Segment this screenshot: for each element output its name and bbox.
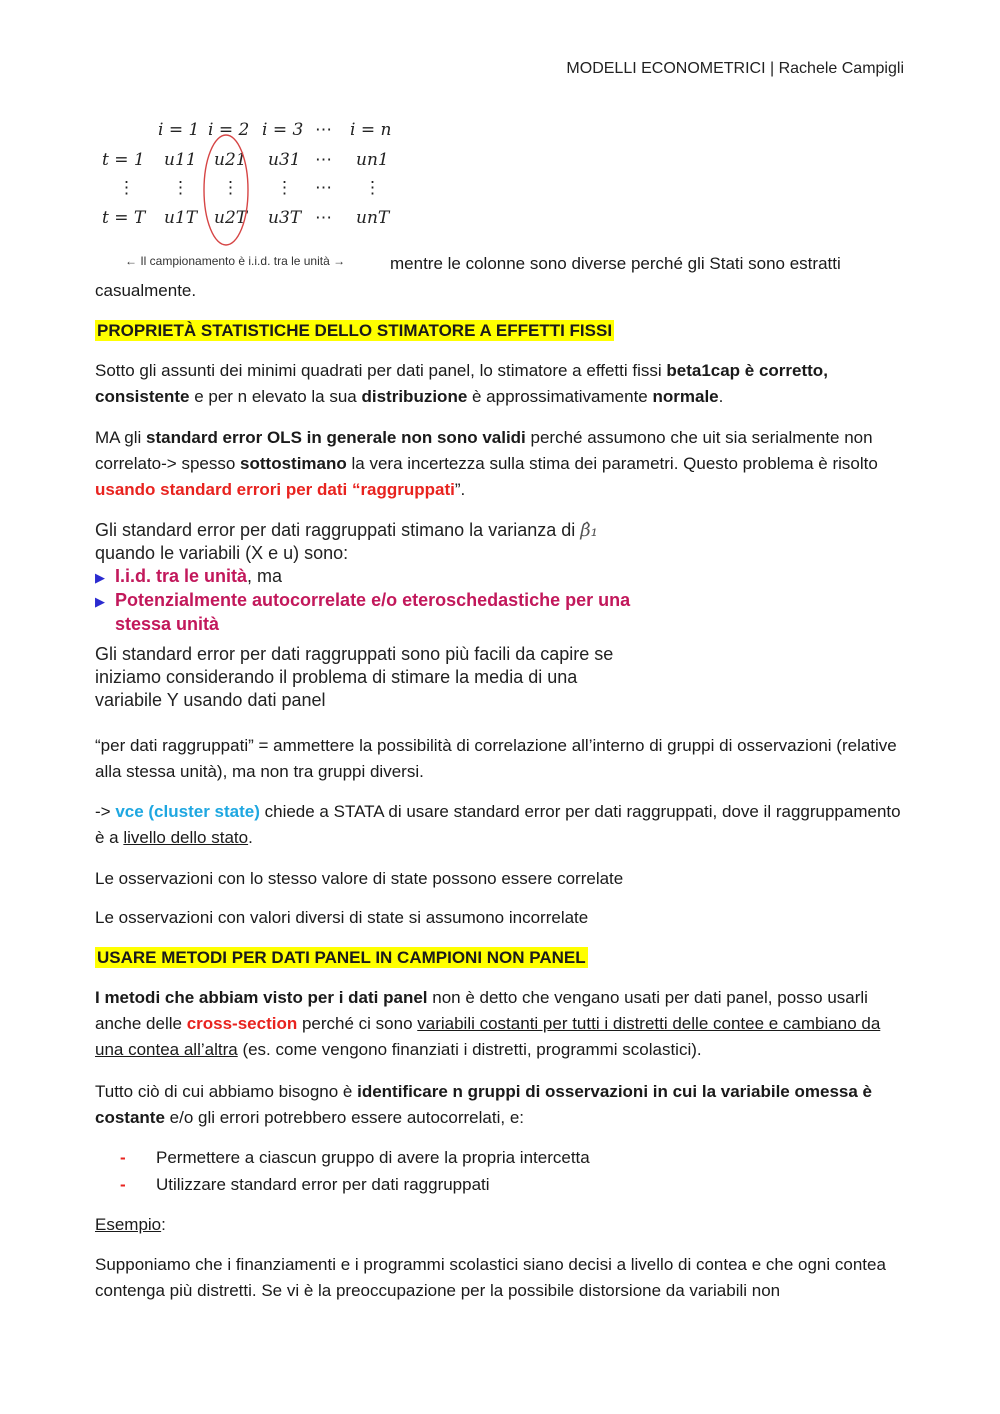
row-label: t = 1 (102, 150, 145, 170)
col-header: ⋯ (315, 120, 332, 140)
matrix-cell: ⋮ (364, 178, 381, 198)
slide-line: quando le variabili (X e u) sono: (95, 543, 349, 563)
triangle-bullet-icon: ▶ (95, 570, 105, 585)
paragraph-line: casualmente. (95, 281, 197, 300)
matrix-cell: u21 (214, 150, 247, 170)
list-item: - Permettere a ciascun gruppo di avere la propria intercetta (120, 1144, 900, 1171)
matrix-cell: ⋯ (315, 208, 332, 228)
paragraph: “per dati raggruppati” = ammettere la possibilità di correlazione all’interno di gruppi di osservazioni (relative alla stessa unità), ma non tra gruppi diversi. (95, 736, 897, 781)
paragraph: Supponiamo che i finanziamenti e i programmi scolastici siano decisi a livello di contea e che ogni contea contenga più distretti. Se vi è la preoccupazione per la possibile distorsione da variabili non (95, 1255, 886, 1300)
slide-bullet-cont: stessa unità (115, 614, 220, 634)
highlighted-heading: USARE METODI PER DATI PANEL IN CAMPIONI NON PANEL (97, 948, 586, 967)
paragraph-line: mentre le colonne sono diverse perché gli Stati sono estratti (390, 254, 841, 273)
panel-error-matrix-figure (100, 115, 400, 255)
matrix-cell: ⋮ (172, 178, 189, 198)
example-label: Esempio: (95, 1215, 166, 1234)
matrix-cell: unT (356, 208, 390, 228)
matrix-cell: u11 (164, 150, 197, 170)
matrix-cell: ⋮ (276, 178, 293, 198)
slide-bullet: ▶ Potenzialmente autocorrelate e/o eteroschedastiche per una (95, 589, 660, 613)
matrix-caption: ← Il campionamento è i.i.d. tra le unità → (125, 254, 346, 268)
section-heading (95, 945, 907, 971)
matrix-cell: u1T (164, 208, 198, 228)
slide-bullet: ▶ I.i.d. tra le unità, ma (95, 565, 660, 589)
row-label: t = T (102, 208, 146, 228)
slide-line: Gli standard error per dati raggruppati stimano la varianza di β̂₁ (95, 520, 598, 541)
beta-hat-symbol: β̂₁ (580, 520, 598, 541)
matrix-cell: ⋮ (222, 178, 239, 198)
embedded-slide (95, 519, 660, 712)
dash-list (120, 1144, 900, 1198)
matrix-cell: u2T (214, 208, 248, 228)
matrix-cell: ⋯ (315, 150, 332, 170)
matrix-cell: un1 (356, 150, 389, 170)
col-header: i = 1 (158, 120, 200, 140)
highlighted-heading: PROPRIETÀ STATISTICHE DELLO STIMATORE A EFFETTI FISSI (97, 321, 613, 340)
slide-line: variabile Y usando dati panel (95, 690, 326, 710)
col-header: i = 2 (208, 120, 250, 140)
paragraph: Le osservazioni con valori diversi di state si assumono incorrelate (95, 908, 589, 927)
paragraph: Le osservazioni con lo stesso valore di state possono essere correlate (95, 869, 624, 888)
matrix-cell: ⋯ (315, 178, 332, 198)
section-heading (95, 318, 907, 344)
paragraph: I metodi che abbiam visto per i dati panel non è detto che vengano usati per dati panel, posso usarli anche delle cross-section perché ci sono variabili costanti per tutti i distretti delle contee e cambiano da una contea all’altra (es. come vengono finanziati i distretti, programmi scolastici). (95, 988, 881, 1059)
matrix-cell: u31 (268, 150, 301, 170)
dash-bullet: - (120, 1148, 126, 1167)
triangle-bullet-icon: ▶ (95, 594, 105, 609)
slide-line: Gli standard error per dati raggruppati sono più facili da capire se (95, 644, 614, 664)
col-header: i = n (350, 120, 392, 140)
list-item: - Utilizzare standard error per dati raggruppati (120, 1171, 900, 1198)
col-header: i = 3 (262, 120, 304, 140)
page-header: MODELLI ECONOMETRICI | Rachele Campigli (566, 60, 904, 77)
dash-bullet: - (120, 1175, 126, 1194)
matrix-cell: u3T (268, 208, 302, 228)
paragraph: MA gli standard error OLS in generale non sono validi perché assumono che uit sia serialmente non correlato-> spesso sottostimano la vera incertezza sulla stima dei parametri. Questo problema è risolto usando standard errori per dati “raggruppati”. (95, 428, 878, 499)
row-label: ⋮ (118, 178, 135, 198)
paragraph: Sotto gli assunti dei minimi quadrati per dati panel, lo stimatore a effetti fissi beta1cap è corretto, consistente e per n elevato la sua distribuzione è approssimativamente normale. (95, 361, 828, 406)
paragraph: Tutto ciò di cui abbiamo bisogno è identificare n gruppi di osservazioni in cui la variabile omessa è costante e/o gli errori potrebbero essere autocorrelati, e: (95, 1082, 872, 1127)
paragraph: -> vce (cluster state) chiede a STATA di usare standard error per dati raggruppati, dove il raggruppamento è a livello dello stato. (95, 802, 901, 847)
matrix-svg (100, 115, 400, 255)
slide-line: iniziamo considerando il problema di stimare la media di una (95, 667, 578, 687)
